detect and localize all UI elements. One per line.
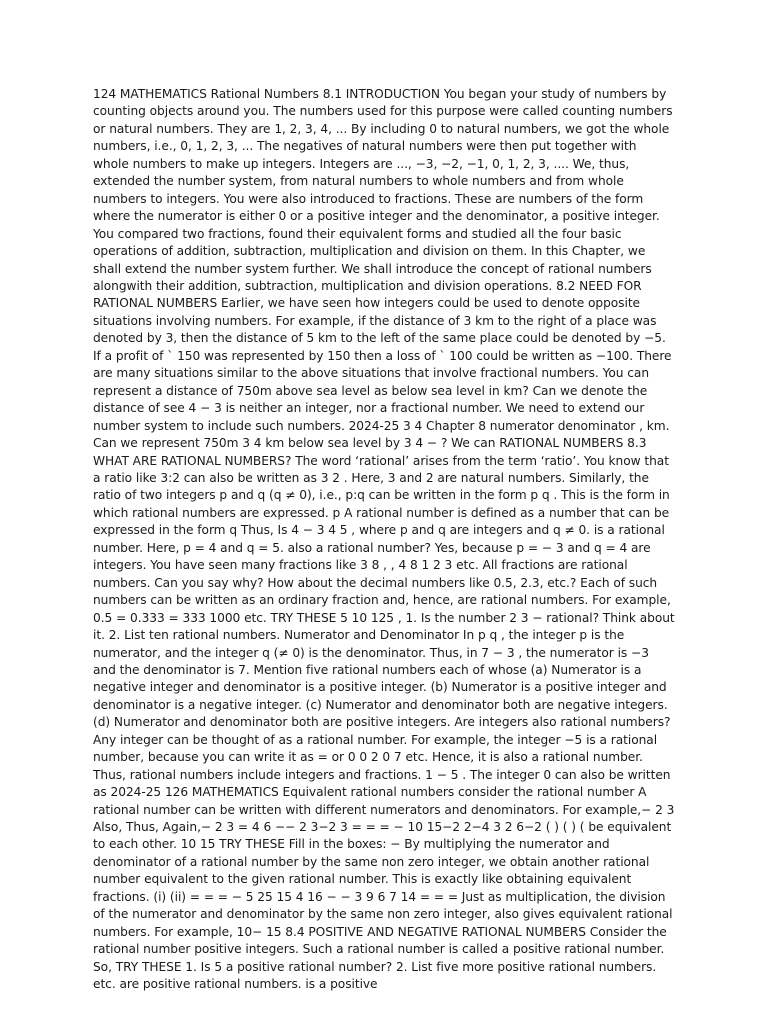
extracted-text-paragraph: 124 MATHEMATICS Rational Numbers 8.1 INTRODUCTION You began your study of numbers by counting objects around you. The numbers used for this purpose were called counting numbers or natural numbers. They are 1, 2, 3, 4, ... By including 0 to natural numbers, we got the whole numbers, i.e., 0, 1, 2, 3, ... The negatives of natural numbers were then put together with whole numbers to make up integers. Integers are ..., −3, −2, −1, 0, 1, 2, 3, .... We, thus, extended the number system, from natural numbers to whole numbers and from whole numbers to integers. You were also introduced to fractions. These are numbers of the form where the numerator is either 0 or a positive integer and the denominator, a positive integer. You compared two fractions, found their equivalent forms and studied all the four basic operations of addition, subtraction, multiplication and division on them. In this Chapter, we shall extend the number system further. We shall introduce the concept of rational numbers alongwith their addition, subtraction, multiplication and division operations. 8.2 NEED FOR RATIONAL NUMBERS Earlier, we have seen how integers could be used to denote opposite situations involving numbers. For example, if the distance of 3 km to the right of a place was denoted by 3, then the distance of 5 km to the left of the same place could be denoted by −5. If a profit of ` 150 was represented by 150 then a loss of ` 100 could be written as −100. There are many situations similar to the above situations that involve fractional numbers. You can represent a distance of 750m above sea level as below sea level in km? Can we denote the distance of see 4 − 3 is neither an integer, nor a fractional number. We need to extend our number system to include such numbers. 2024-25 3 4 Chapter 8 numerator denominator , km. Can we represent 750m 3 4 km below sea level by 3 4 − ? We can RATIONAL NUMBERS 8.3 WHAT ARE RATIONAL NUMBERS? The word ‘rational’ arises from the term ‘ratio’. You know that a ratio like 3:2 can also be written as 3 2 . Here, 3 and 2 are natural numbers. Similarly, the ratio of two integers p and q (q ≠ 0), i.e., p:q can be written in the form p q . This is the form in which rational numbers are expressed. p A rational number is defined as a number that can be expressed in the form q Thus, Is 4 − 3 4 5 , where p and q are integers and q ≠ 0. is a rational number. Here, p = 4 and q = 5. also a rational number? Yes, because p = − 3 and q = 4 are integers. You have seen many fractions like 3 8 , , 4 8 1 2 3 etc. All fractions are rational numbers. Can you say why? How about the decimal numbers like 0.5, 2.3, etc.? Each of such numbers can be written as an ordinary fraction and, hence, are rational numbers. For example, 0.5 = 0.333 = 333 1000 etc. TRY THESE 5 10 125 , 1. Is the number 2 3 − rational? Think about it. 2. List ten rational numbers. Numerator and Denominator In p q , the integer p is the numerator, and the integer q (≠ 0) is the denominator. Thus, in 7 − 3 , the numerator is −3 and the denominator is 7. Mention five rational numbers each of whose (a) Numerator is a negative integer and denominator is a positive integer. (b) Numerator is a positive integer and denominator is a negative integer. (c) Numerator and denominator both are negative integers. (d) Numerator and denominator both are positive integers. Are integers also rational numbers? Any integer can be thought of as a rational number. For example, the integer −5 is a rational number, because you can write it as = or 0 0 2 0 7 etc. Hence, it is also a rational number. Thus, rational numbers include integers and fractions. 1 − 5 . The integer 0 can also be written as 2024-25 126 MATHEMATICS Equivalent rational numbers consider the rational number A rational number can be written with different numerators and denominators. For example,− 2 3 Also, Thus, Again,− 2 3 = 4 6 −− 2 3−2 3 = = = − 10 15−2 2−4 3 2 6−2 ( ) ( ) ( be equivalent to each other. 10 15 TRY THESE Fill in the boxes: − By multiplying the numerator and denominator of a rational number by the same non zero integer, we obtain another rational number equivalent to the given rational number. This is exactly like obtaining equivalent fractions. (i) (ii) = = = − 5 25 15 4 16 − − 3 9 6 7 14 = = = Just as multiplication, the division of the numerator and denominator by the same non zero integer, also gives equivalent rational numbers. For example, 10− 15 8.4 POSITIVE AND NEGATIVE RATIONAL NUMBERS Consider the rational number positive integers. Such a rational number is called a positive rational number. So, TRY THESE 1. Is 5 a positive rational number? 2. List five more positive rational numbers. etc. are positive rational numbers. is a positive bbox=[93, 87, 675, 992]
document-page bbox=[93, 86, 675, 994]
